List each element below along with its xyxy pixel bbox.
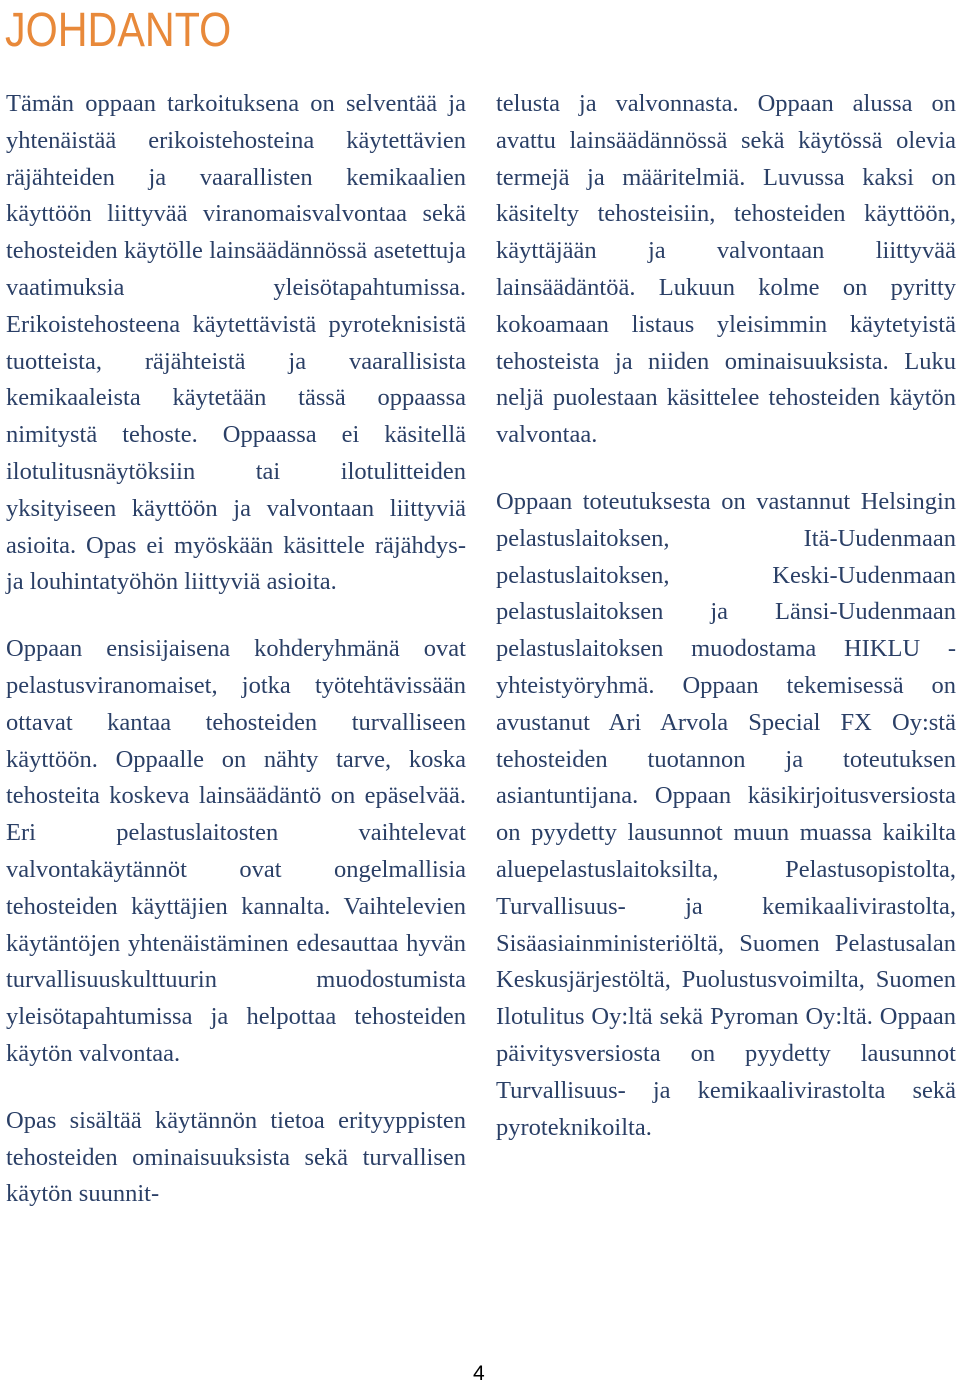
- paragraph-purpose: Tämän oppaan tarkoituksena on selventää ja yhtenäistää erikoistehosteina käytettävien räjähteiden ja vaarallisten kemikaalien käyttöön liittyvää viranomaisvalvontaa sekä tehosteiden käytölle lainsäädännössä asetettuja vaatimuksia yleisötapahtumissa. Erikoistehosteena käytettävistä pyroteknisistä tuotteista, räjähteistä ja vaarallisista kemikaaleista käytetään tässä oppaassa nimitystä tehoste. Oppaassa ei käsitellä ilotulitusnäytöksiin tai ilotulitteiden yksityiseen käyttöön ja valvontaan liittyviä asioita. Opas ei myöskään käsittele räjähdys- ja louhintatyöhön liittyviä asioita.: [6, 90, 466, 596]
- paragraph-structure: telusta ja valvonnasta. Oppaan alussa on avattu lainsäädännössä sekä käytössä olevia termejä ja määritelmiä. Luvussa kaksi on käsitelty tehosteisiin, tehosteiden käyttöön, käyttäjään ja valvontaan liittyvää lainsäädäntöä. Lukuun kolme on pyritty kokoamaan listaus yleisimmin käytetyistä tehosteista ja niiden ominaisuuksista. Luku neljä puolestaan käsittelee tehosteiden käytön valvontaa.: [496, 90, 956, 449]
- paragraph-authors: Oppaan toteutuksesta on vastannut Helsingin pelastuslaitoksen, Itä-Uudenmaan pelastuslaitoksen, Keski-Uudenmaan pelastuslaitoksen ja Länsi-Uudenmaan pelastuslaitoksen muodostama HIKLU -yhteistyöryhmä. Oppaan tekemisessä on avustanut Ari Arvola Special FX Oy:stä tehosteiden tuotannon ja toteutuksen asiantuntijana. Oppaan käsikirjoitusversiosta on pyydetty lausunnot muun muassa kaikilta aluepelastuslaitoksilta, Pelastusopistolta, Turvallisuus- ja kemikaalivirastolta, Sisäasiainministeriöltä, Suomen Pelastusalan Keskusjärjestöltä, Puolustusvoimilta, Suomen Ilotulitus Oy:ltä sekä Pyroman Oy:ltä. Oppaan päivitysversiosta on pyydetty lausunnot Turvallisuus- ja kemikaalivirastolta sekä pyroteknikoilta.: [496, 487, 956, 1141]
- page-heading: JOHDANTO: [5, 4, 232, 57]
- paragraph-target-group: Oppaan ensisijaisena kohderyhmänä ovat pelastusviranomaiset, jotka työtehtävissään ottavat kantaa tehosteiden turvalliseen käyttöön. Oppaalle on nähty tarve, koska tehosteita koskeva lainsäädäntö on epäselvää. Eri pelastuslaitosten vaihtelevat valvontakäytännöt ovat ongelmallisia tehosteiden käyttäjien kannalta. Vaihtelevien käytäntöjen yhtenäistäminen edesauttaa hyvän turvallisuuskulttuurin muodostumista yleisötapahtumissa ja helpottaa tehosteiden käytön valvontaa.: [6, 635, 466, 1067]
- left-column: [6, 86, 466, 1243]
- page-number: 4: [473, 1362, 485, 1385]
- right-column: [496, 86, 956, 1176]
- paragraph-contents: Opas sisältää käytännön tietoa erityyppisten tehosteiden ominaisuuksista sekä turvallisen käytön suunnit-: [6, 1106, 466, 1208]
